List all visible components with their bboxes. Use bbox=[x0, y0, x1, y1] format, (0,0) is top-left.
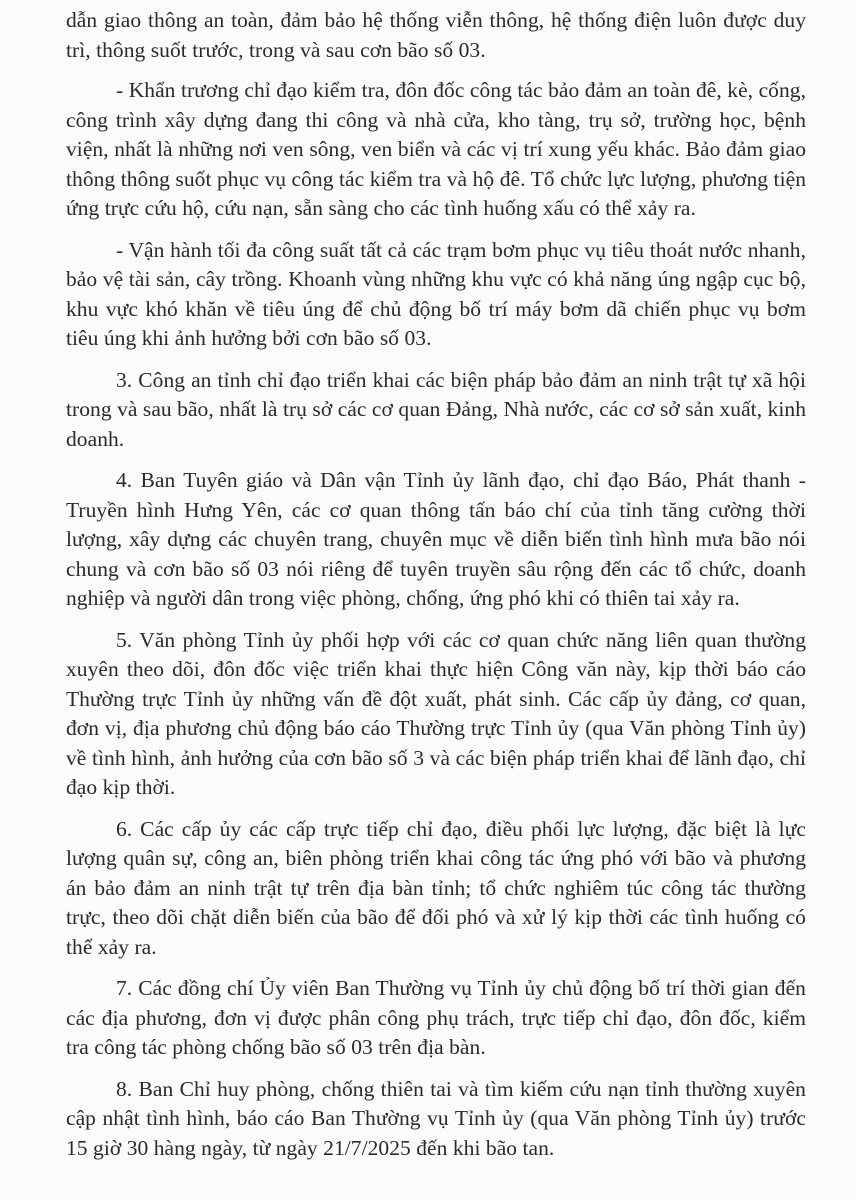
paragraph-item-3-police: 3. Công an tỉnh chỉ đạo triển khai các biện pháp bảo đảm an ninh trật tự xã hội trong và sau bão, nhất là trụ sở các cơ quan Đảng, Nhà nước, các cơ sở sản xuất, kinh doanh. bbox=[66, 367, 806, 451]
paragraph-pump-stations: - Vận hành tối đa công suất tất cả các trạm bơm phục vụ tiêu thoát nước nhanh, bảo vệ tài sản, cây trồng. Khoanh vùng những khu vực có khả năng úng ngập cục bộ, khu vực khó khăn về tiêu úng để chủ động bố trí máy bơm dã chiến phục vụ bơm tiêu úng khi ảnh hưởng bởi cơn bão số 03. bbox=[66, 237, 806, 350]
paragraph-item-8-disaster-command: 8. Ban Chỉ huy phòng, chống thiên tai và tìm kiếm cứu nạn tỉnh thường xuyên cập nhật tình hình, báo cáo Ban Thường vụ Tỉnh ủy (qua Văn phòng Tỉnh ủy) trước 15 giờ 30 hàng ngày, từ ngày 21/7/2025 đến khi bão tan. bbox=[66, 1076, 806, 1160]
paragraph-item-5-office: 5. Văn phòng Tỉnh ủy phối hợp với các cơ quan chức năng liên quan thường xuyên theo dõi, đôn đốc việc triển khai thực hiện Công văn này, kịp thời báo cáo Thường trực Tỉnh ủy những vấn đề đột xuất, phát sinh. Các cấp ủy đảng, cơ quan, đơn vị, địa phương chủ động báo cáo Thường trực Tỉnh ủy (qua Văn phòng Tỉnh ủy) về tình hình, ảnh hưởng của cơn bão số 3 và các biện pháp triển khai để lãnh đạo, chỉ đạo kịp thời. bbox=[66, 627, 806, 799]
paragraph-item-7-standing-committee: 7. Các đồng chí Ủy viên Ban Thường vụ Tỉnh ủy chủ động bố trí thời gian đến các địa phương, đơn vị được phân công phụ trách, trực tiếp chỉ đạo, đôn đốc, kiểm tra công tác phòng chống bão số 03 trên địa bàn. bbox=[66, 976, 806, 1059]
paragraph-item-6-party-committees: 6. Các cấp ủy các cấp trực tiếp chỉ đạo, điều phối lực lượng, đặc biệt là lực lượng quân sự, công an, biên phòng triển khai công tác ứng phó với bão và phương án bảo đảm an ninh trật tự trên địa bàn tỉnh; tổ chức nghiêm túc công tác thường trực, theo dõi chặt diễn biến của bão để đối phó và xử lý kịp thời các tình huống có thể xảy ra. bbox=[66, 816, 806, 959]
paragraph-continuation: dẫn giao thông an toàn, đảm bảo hệ thống viễn thông, hệ thống điện luôn được duy trì, thông suốt trước, trong và sau cơn bão số 03. bbox=[66, 8, 806, 62]
paragraph-dike-inspection: - Khẩn trương chỉ đạo kiểm tra, đôn đốc công tác bảo đảm an toàn đê, kè, cống, công trình xây dựng đang thi công và nhà cửa, kho tàng, trụ sở, trường học, bệnh viện, nhất là những nơi ven sông, ven biển và các vị trí xung yếu khác. Bảo đảm giao thông thông suốt phục vụ công tác kiểm tra và hộ đê. Tổ chức lực lượng, phương tiện ứng trực cứu hộ, cứu nạn, sẵn sàng cho các tình huống xấu có thể xảy ra. bbox=[66, 78, 806, 220]
paragraph-item-4-propaganda: 4. Ban Tuyên giáo và Dân vận Tỉnh ủy lãnh đạo, chỉ đạo Báo, Phát thanh - Truyền hình Hưng Yên, các cơ quan thông tấn báo chí của tỉnh tăng cường thời lượng, xây dựng các chuyên trang, chuyên mục về diễn biến tình hình mưa bão nói chung và cơn bão số 03 nói riêng để tuyên truyền sâu rộng đến các tổ chức, doanh nghiệp và người dân trong việc phòng, chống, ứng phó khi có thiên tai xảy ra. bbox=[66, 468, 806, 610]
